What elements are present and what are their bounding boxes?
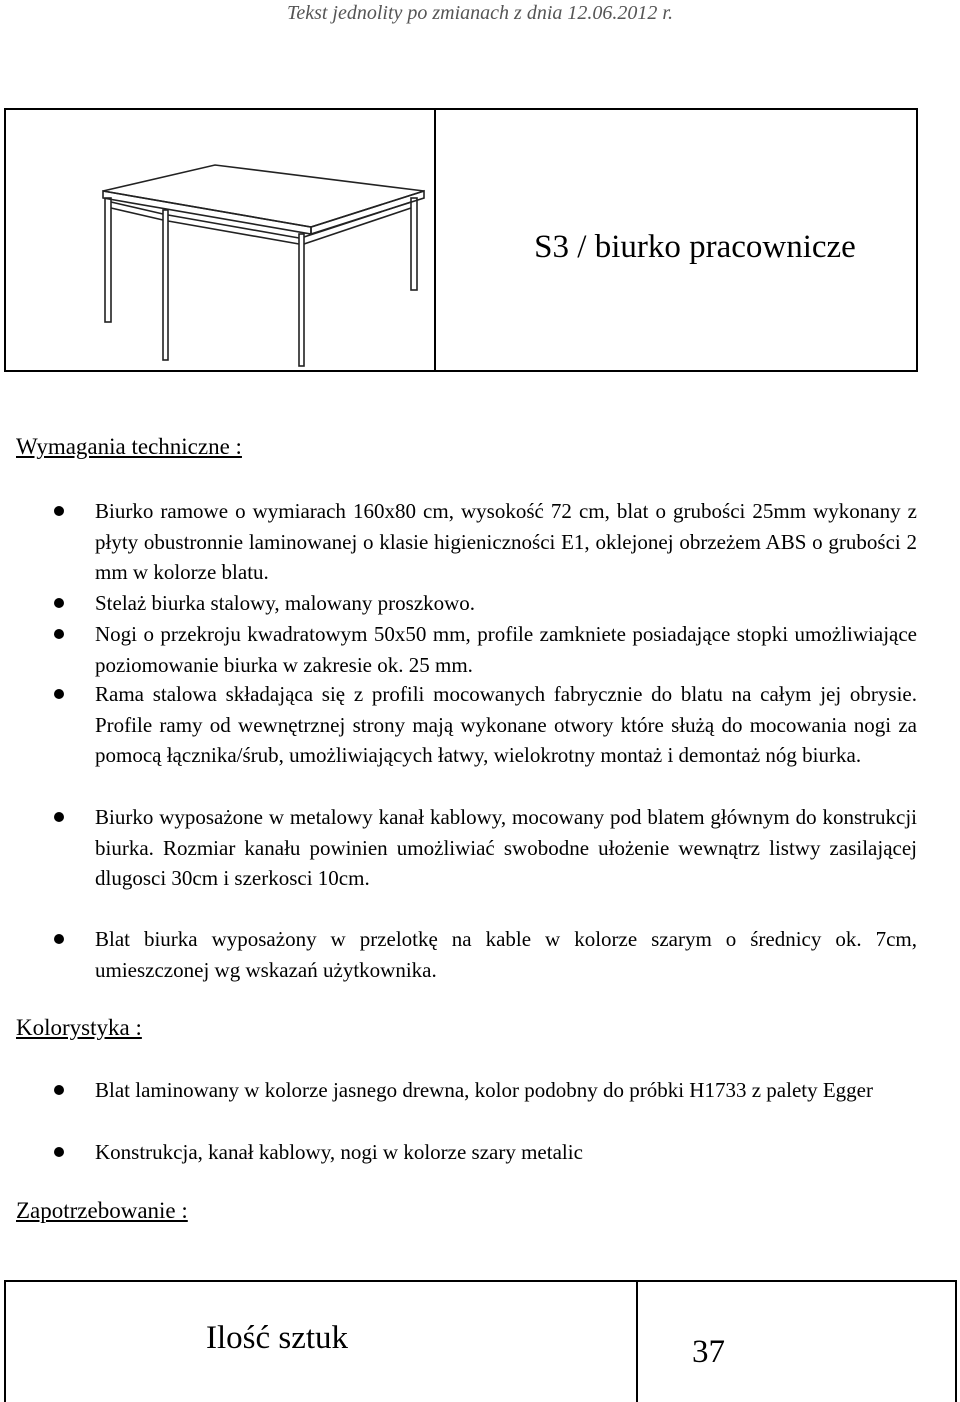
quantity-label: Ilość sztuk — [206, 1320, 349, 1356]
header-note: Tekst jednolity po zmianach z dnia 12.06.2012 r. — [287, 2, 673, 24]
bullet-icon — [54, 812, 64, 822]
bullet-icon — [54, 629, 64, 639]
desk-drawing — [6, 110, 434, 372]
bullet-icon — [54, 598, 64, 608]
quantity-box-divider — [636, 1282, 638, 1402]
quantity-box — [4, 1280, 957, 1402]
demand-heading: Zapotrzebowanie : — [16, 1198, 188, 1223]
product-title: S3 / biurko pracownicze — [534, 229, 856, 265]
bullet-icon — [54, 934, 64, 944]
list-item: Rama stalowa składająca się z profili mocowanych fabrycznie do blatu na całym jej obrysie. Profile ramy od wewnętrznej strony mają wykonane otwory które służą do mocowania nogi za pomocą łącznika/śrub, umożliwiających łatwy, wielokrotny montaż i demontaż nóg biurka. — [95, 679, 917, 771]
technical-heading: Wymagania techniczne : — [16, 434, 242, 459]
list-item: Blat laminowany w kolorze jasnego drewna, kolor podobny do próbki H1733 z palety Egger — [95, 1075, 917, 1106]
list-item: Stelaż biurka stalowy, malowany proszkowo. — [95, 588, 917, 619]
quantity-value: 37 — [692, 1334, 725, 1370]
bullet-icon — [54, 1147, 64, 1157]
colors-heading: Kolorystyka : — [16, 1015, 142, 1040]
list-item: Nogi o przekroju kwadratowym 50x50 mm, profile zamkniete posiadające stopki umożliwiające poziomowanie biurka w zakresie ok. 25 mm. — [95, 619, 917, 680]
bullet-icon — [54, 1085, 64, 1095]
list-item: Blat biurka wyposażony w przelotkę na kable w kolorze szarym o średnicy ok. 7cm, umieszczonej wg wskazań użytkownika. — [95, 924, 917, 985]
list-item: Biurko wyposażone w metalowy kanał kablowy, mocowany pod blatem głównym do konstrukcji biurka. Rozmiar kanału powinien umożliwiać swobodne ułożenie wewnątrz listwy zasilającej dlugosci 30cm i szerkosci 10cm. — [95, 802, 917, 894]
list-item: Biurko ramowe o wymiarach 160x80 cm, wysokość 72 cm, blat o grubości 25mm wykonany z płyty obustronnie laminowanej o klasie higieniczności E1, oklejonej obrzeżem ABS o grubości 2 mm w kolorze blatu. — [95, 496, 917, 588]
bullet-icon — [54, 689, 64, 699]
list-item: Konstrukcja, kanał kablowy, nogi w kolorze szary metalic — [95, 1137, 917, 1168]
bullet-icon — [54, 506, 64, 516]
